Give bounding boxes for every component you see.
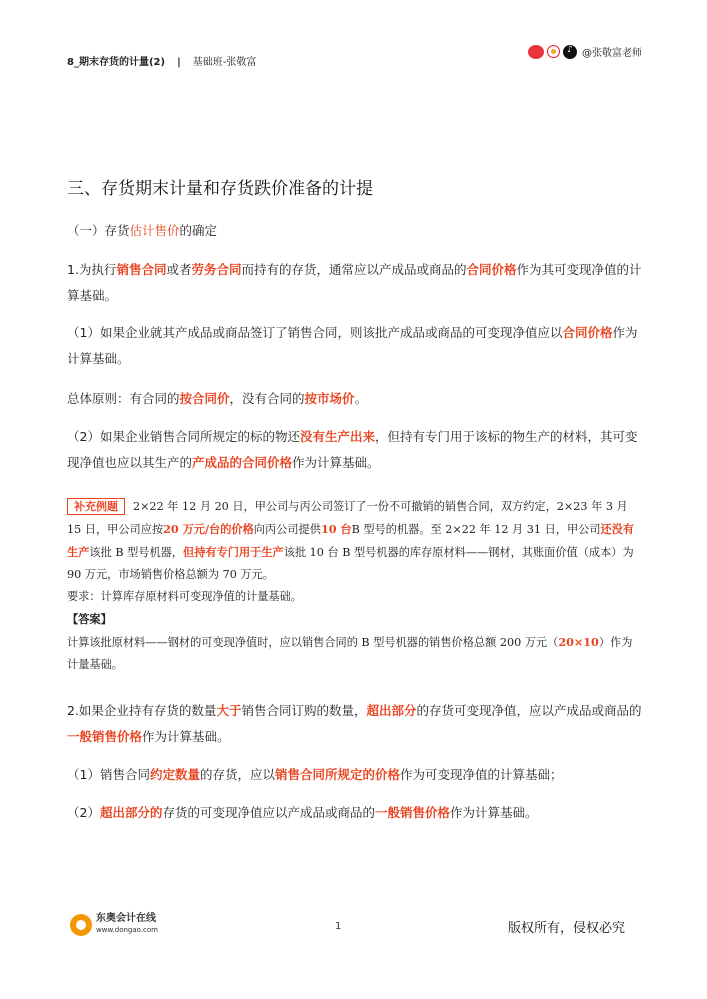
page-number: 1 [335, 921, 342, 932]
social-bar [528, 44, 642, 59]
doc-subtitle: 基础班-张敬富 [192, 57, 257, 68]
paragraph-principle [67, 386, 642, 412]
text-run: （2） [67, 805, 100, 820]
highlight-text: 按市场价 [304, 391, 355, 406]
highlight-text: 约定数量 [149, 767, 200, 782]
text-run: 该批 10 台 B 型号机器的库存原材料——钢材，其账面价值（成本）为 90 万元，市场销售价格总额为 70 万元。 [67, 546, 634, 581]
text-run: 或者 [166, 262, 192, 277]
text-run: 作为计算基础。 [292, 455, 380, 470]
text-run: 的确定 [179, 223, 218, 238]
text-run: 1.为执行 [67, 262, 117, 277]
logo-url: www.dongao.com [96, 926, 158, 934]
text-run: 。 [354, 391, 368, 406]
page-header [67, 53, 256, 68]
highlight-text: 劳务合同 [191, 262, 242, 277]
highlight-text: 一般销售价格 [374, 805, 450, 820]
text-run: 作为计算基础。 [450, 805, 538, 820]
copyright-notice: 版权所有，侵权必究 [508, 921, 626, 936]
highlight-text: 估计售价 [129, 223, 180, 238]
highlight-text: 没有生产出来 [299, 429, 375, 444]
text-run: 作为可变现净值的计算基础； [400, 767, 563, 782]
text-run: 2×22 年 12 月 20 日，甲公司与丙公司签订了一份不可撤销的销售合同，双方约定，2×23 年 3 月 15 日，甲公司应按 [67, 500, 628, 536]
paragraph-3 [67, 424, 642, 476]
subsection-heading [67, 218, 642, 244]
xiaohongshu-icon[interactable] [528, 45, 544, 59]
example-requirement: 要求：计算库存原材料可变现净值的计量基础。 [67, 590, 302, 603]
paragraph-4 [67, 698, 642, 750]
paragraph-1 [67, 257, 642, 309]
example-question [67, 496, 642, 676]
text-run: 总体原则：有合同的 [67, 391, 180, 406]
highlight-text: 还没有生产 [67, 522, 635, 559]
text-run: 作为其可变现净值的计算基础。 [67, 262, 642, 303]
text-run: 的存货，应以 [199, 767, 275, 782]
example-badge: 补充例题 [67, 498, 125, 515]
text-run: （1）如果企业就其产成品或商品签订了销售合同，则该批产成品或商品的可变现净值应以 [67, 325, 563, 340]
text-run: 作为计算基础。 [67, 325, 638, 366]
text-run: ，但持有专门用于该标的物生产的材料，其可变现净值也应以其生产的 [67, 429, 638, 470]
text-run: 2.如果企业持有存货的数量 [67, 703, 217, 718]
dongao-logo-icon [70, 914, 92, 936]
text-run: ）作为计量基础。 [67, 636, 633, 671]
author-handle: @张敬富老师 [582, 48, 642, 59]
highlight-text: 超出部分 [366, 703, 417, 718]
highlight-text: 20×10 [558, 635, 599, 649]
text-run: 存货的可变现净值应以产成品或商品的 [162, 805, 375, 820]
highlight-text: 产成品的合同价格 [192, 455, 293, 470]
highlight-text: 一般销售价格 [67, 729, 143, 744]
text-run: 销售合同订购的数量， [241, 703, 367, 718]
text-run: 作为计算基础。 [142, 729, 230, 744]
highlight-text: 合同价格 [562, 325, 613, 340]
footer-logo[interactable] [70, 913, 158, 936]
highlight-text: 10 台 [320, 522, 352, 536]
section-title: 三、存货期末计量和存货跌价准备的计提 [67, 179, 373, 199]
logo-text [96, 913, 158, 936]
weibo-icon[interactable] [547, 45, 560, 58]
paragraph-5 [67, 762, 642, 788]
highlight-text: 20 万元/台的价格 [163, 522, 254, 536]
text-run: B 型号的机器。至 2×22 年 12 月 31 日，甲公司 [351, 523, 601, 536]
text-run: 该批 B 型号机器， [89, 546, 184, 559]
highlight-text: 超出部分的 [99, 805, 163, 820]
highlight-text: 销售合同所规定的价格 [275, 767, 401, 782]
doc-title: 8_期末存货的计量(2) [67, 57, 166, 68]
text-run: ，没有合同的 [229, 391, 305, 406]
highlight-text: 按合同价 [179, 391, 230, 406]
text-run: （1）销售合同 [67, 767, 150, 782]
douyin-icon[interactable] [563, 45, 577, 59]
text-run: 计算该批原材料——钢材的可变现净值时，应以销售合同的 B 型号机器的销售价格总额 200 万元（ [67, 636, 559, 649]
text-run: 向丙公司提供 [253, 523, 321, 536]
logo-name: 东奥会计在线 [96, 913, 156, 924]
answer-label: 【答案】 [67, 612, 112, 626]
header-separator: | [177, 57, 181, 68]
text-run: 的存货可变现净值，应以产成品或商品的 [416, 703, 642, 718]
paragraph-6 [67, 800, 642, 826]
highlight-text: 销售合同 [116, 262, 167, 277]
text-run: （一）存货 [67, 223, 130, 238]
text-run: 而持有的存货，通常应以产成品或商品的 [241, 262, 467, 277]
highlight-text: 合同价格 [466, 262, 517, 277]
highlight-text: 大于 [216, 703, 242, 718]
paragraph-2 [67, 320, 642, 372]
highlight-text: 但持有专门用于生产 [183, 545, 284, 559]
text-run: （2）如果企业销售合同所规定的标的物还 [67, 429, 300, 444]
